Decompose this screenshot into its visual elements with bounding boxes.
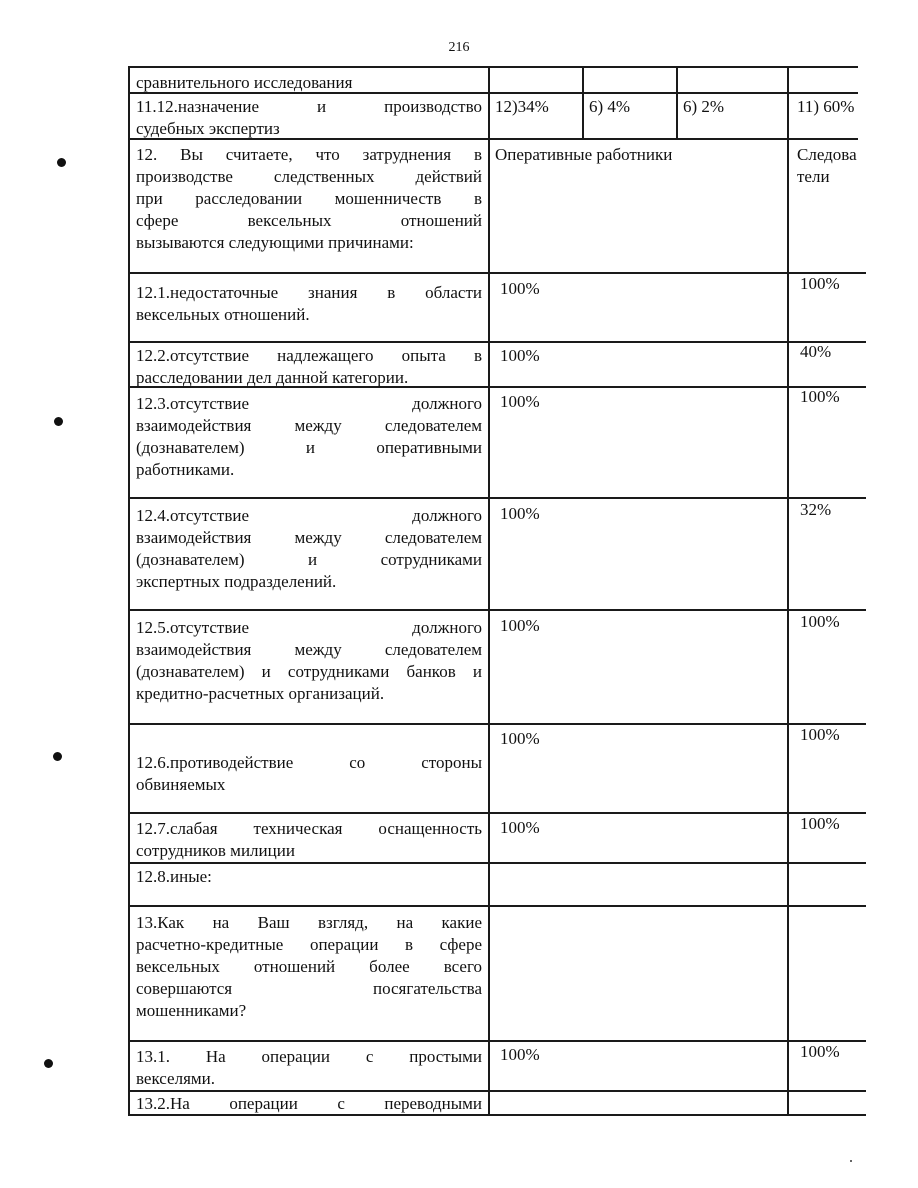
table-rule xyxy=(128,812,866,814)
value-investigators: 100% xyxy=(800,814,840,833)
row-label: 12.1.недостаточные знания в области вексельных отношений. xyxy=(136,283,482,324)
table-rule xyxy=(128,66,130,1115)
row-label: 12.7.слабая техническая оснащенность сотрудников милиции xyxy=(136,819,482,860)
row-label: сравнительного исследования xyxy=(136,73,353,92)
row-label: 12.2.отсутствие надлежащего опыта в расследовании дел данной категории. xyxy=(136,346,482,387)
value-investigators: 40% xyxy=(800,342,832,361)
row-label: 12.4.отсутствие должного взаимодействия между следователем (дознавателем) и сотрудниками экспертных подразделений. xyxy=(136,506,482,591)
table-rule xyxy=(582,66,584,139)
page-number: 216 xyxy=(448,40,470,55)
value-cell: 6) 2% xyxy=(683,97,725,116)
table-rule xyxy=(128,341,866,343)
table-rule xyxy=(488,66,490,1115)
row-label: 13.1. На операции с простыми векселями. xyxy=(136,1047,482,1088)
value-cell: 6) 4% xyxy=(589,97,631,116)
scan-dot xyxy=(54,417,63,426)
table-rule xyxy=(128,609,866,611)
value-investigators: 32% xyxy=(800,500,832,519)
value-investigators: 100% xyxy=(800,612,840,631)
table-rule xyxy=(787,66,789,1115)
column-header-operatives: Оперативные работники xyxy=(495,145,673,164)
scan-speck xyxy=(850,1160,852,1162)
value-investigators: 100% xyxy=(800,725,840,744)
row-label: 12.5.отсутствие должного взаимодействия между следователем (дознавателем) и сотрудниками банков и кредитно-расчетных организаций. xyxy=(136,618,482,703)
row-label: 12.8.иные: xyxy=(136,867,212,886)
row-label: 12.3.отсутствие должного взаимодействия между следователем (дознавателем) и оперативными работниками. xyxy=(136,394,482,479)
value-cell: 11) 60% xyxy=(797,97,855,116)
table-rule xyxy=(128,862,866,864)
value-operatives: 100% xyxy=(500,504,540,523)
table-rule xyxy=(676,66,678,139)
value-investigators: 100% xyxy=(800,274,840,293)
value-operatives: 100% xyxy=(500,818,540,837)
table-rule xyxy=(128,272,866,274)
scan-dot xyxy=(57,158,66,167)
scan-dot xyxy=(53,752,62,761)
table-rule xyxy=(128,723,866,725)
value-operatives: 100% xyxy=(500,1045,540,1064)
question-label: 13.Как на Ваш взгляд, на какие расчетно-кредитные операции в сфере вексельных отношений более всего совершаются посягательства мошенниками? xyxy=(136,913,482,1020)
table-rule xyxy=(128,1090,866,1092)
scan-dot xyxy=(44,1059,53,1068)
row-label: 12.6.противодействие со стороны обвиняемых xyxy=(136,753,482,794)
value-investigators: 100% xyxy=(800,1042,840,1061)
table-rule xyxy=(128,66,858,68)
value-operatives: 100% xyxy=(500,346,540,365)
table-rule xyxy=(128,1040,866,1042)
row-label: 11.12.назначение и производство судебных экспертиз xyxy=(136,97,482,138)
value-investigators: 100% xyxy=(800,387,840,406)
question-label: 12. Вы считаете, что затруднения в производстве следственных действий при расследовании мошенничеств в сфере вексельных отношений вызываются следующими причинами: xyxy=(136,145,482,252)
value-operatives: 100% xyxy=(500,392,540,411)
column-header-investigators: Следова тели xyxy=(797,145,857,186)
table-rule xyxy=(128,905,866,907)
table-rule xyxy=(128,497,866,499)
row-label: 13.2.На операции с переводными xyxy=(136,1094,482,1113)
value-operatives: 100% xyxy=(500,279,540,298)
value-operatives: 100% xyxy=(500,616,540,635)
value-operatives: 100% xyxy=(500,729,540,748)
value-cell: 12)34% xyxy=(495,97,549,116)
